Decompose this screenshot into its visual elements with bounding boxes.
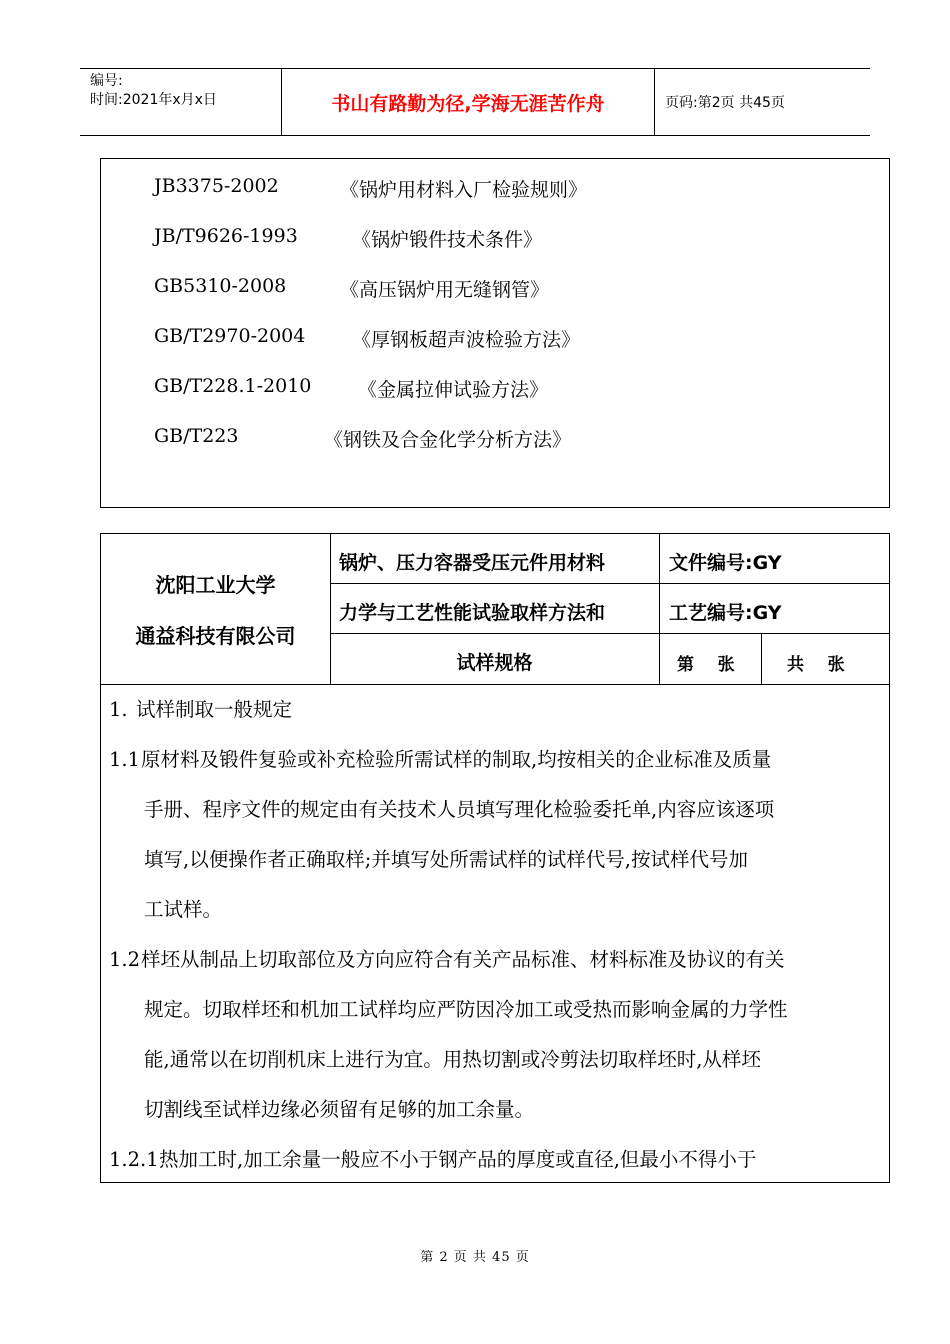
paragraph-line: 手册、程序文件的规定由有关技术人员填写理化检验委托单,内容应该逐项 (144, 798, 775, 821)
standard-name: 《锅炉用材料入厂检验规则》 (340, 179, 588, 201)
paragraph-line: 填写,以便操作者正确取样;并填写处所需试样的试样代号,按试样代号加 (144, 848, 748, 871)
sheet-number: 第 张 (677, 655, 735, 675)
standard-name: 《高压锅炉用无缝钢管》 (340, 279, 550, 301)
time-label: 时间:2021年x月x日 (90, 92, 217, 108)
paragraph-line: 能,通常以在切削机床上进行为宜。用热切割或冷剪法切取样坯时,从样坯 (144, 1048, 761, 1071)
section-1-1 (101, 735, 889, 935)
standard-code: JB/T9626-1993 (154, 225, 298, 247)
section-number: 1. (109, 698, 128, 721)
table-divider (659, 534, 660, 684)
standard-code: GB5310-2008 (154, 275, 287, 297)
page-header (80, 68, 870, 136)
company-name-line2: 通益科技有限公司 (135, 624, 296, 648)
page-footer: 第 2 页 共 45 页 (420, 1250, 530, 1265)
table-divider (330, 583, 889, 584)
standard-code: GB/T228.1-2010 (154, 375, 312, 397)
standard-code: JB3375-2002 (154, 175, 279, 197)
section-1-2-1 (101, 1135, 889, 1185)
section-number: 1.2.1 (109, 1148, 159, 1171)
section-number: 1.1 (109, 748, 141, 771)
paragraph-line: 热加工时,加工余量一般应不小于钢产品的厚度或直径,但最小不得小于 (159, 1148, 757, 1171)
standard-name: 《锅炉锻件技术条件》 (352, 229, 543, 251)
table-divider (761, 634, 762, 684)
section-number: 1.2 (109, 948, 141, 971)
process-table (100, 533, 890, 1183)
process-number: 工艺编号:GY (669, 602, 782, 624)
paragraph-line: 规定。切取样坯和机加工试样均应严防因冷加工或受热而影响金属的力学性 (144, 998, 788, 1021)
doc-title-line1: 锅炉、压力容器受压元件用材料 (339, 552, 606, 574)
section-1 (101, 685, 889, 735)
standards-box (100, 158, 890, 508)
doc-title-line2: 力学与工艺性能试验取样方法和 (339, 602, 606, 624)
number-label: 编号: (90, 73, 123, 89)
standard-name: 《钢铁及合金化学分析方法》 (324, 429, 572, 451)
paragraph-line: 原材料及锻件复验或补充检验所需试样的制取,均按相关的企业标准及质量 (141, 748, 772, 771)
procedure-body (101, 685, 889, 1185)
section-text: 试样制取一般规定 (136, 698, 293, 721)
standard-code: GB/T2970-2004 (154, 325, 306, 347)
paragraph-line: 工试样。 (144, 898, 223, 921)
paragraph-line: 样坯从制品上切取部位及方向应符合有关产品标准、材料标准及协议的有关 (141, 948, 785, 971)
sheet-total: 共 张 (787, 655, 845, 675)
header-meta (90, 72, 285, 110)
header-page-info: 页码:第2页 共45页 (665, 95, 785, 111)
header-motto: 书山有路勤为径,学海无涯苦作舟 (331, 92, 605, 115)
section-1-2 (101, 935, 889, 1135)
paragraph-line: 切割线至试样边缘必须留有足够的加工余量。 (144, 1098, 535, 1121)
standard-name: 《厚钢板超声波检验方法》 (352, 329, 581, 351)
doc-title-line3: 试样规格 (456, 652, 533, 674)
header-divider (654, 69, 655, 135)
table-divider (330, 633, 889, 634)
standard-name: 《金属拉伸试验方法》 (358, 379, 549, 401)
company-name-line1: 沈阳工业大学 (155, 573, 276, 597)
file-number: 文件编号:GY (669, 552, 782, 574)
standard-code: GB/T223 (154, 425, 239, 447)
